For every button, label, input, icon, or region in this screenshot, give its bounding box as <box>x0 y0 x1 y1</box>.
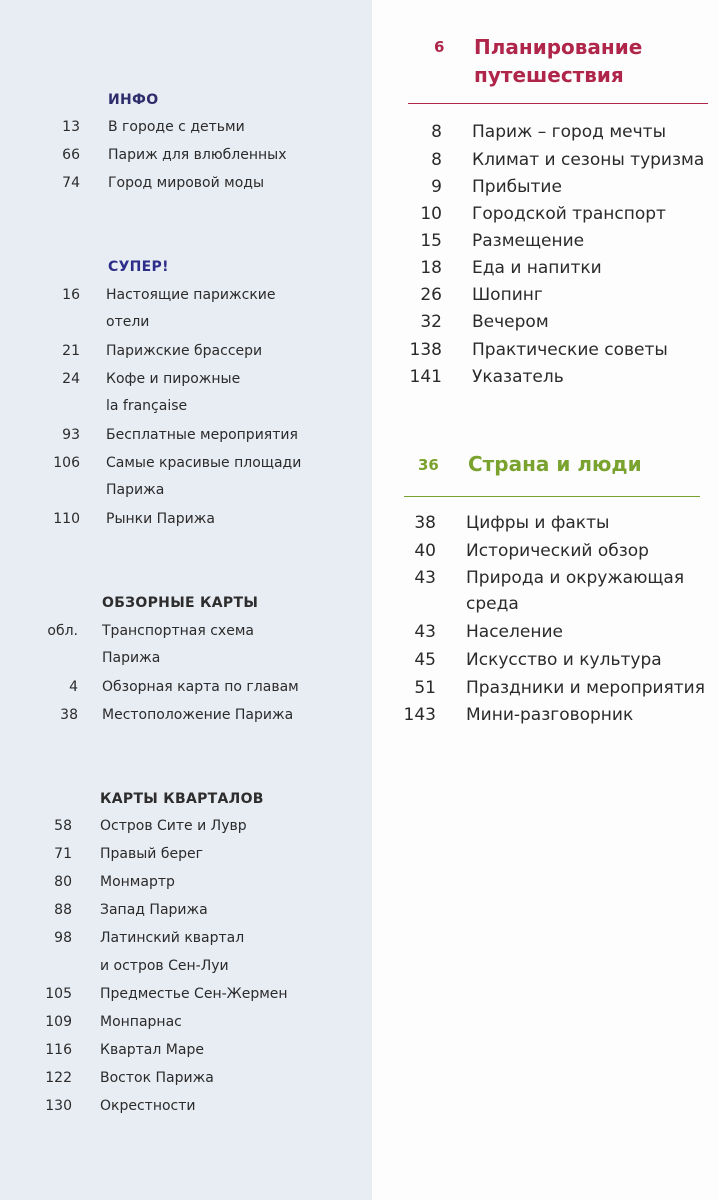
toc-entry-label-cont: la française <box>106 398 188 414</box>
toc-entry-label: Монмартр <box>100 874 175 890</box>
country-chapter-number: 36 <box>418 456 439 474</box>
toc-page-number: 13 <box>62 119 80 135</box>
toc-page-number: 106 <box>53 455 80 471</box>
toc-entry-label: Остров Сите и Лувр <box>100 818 247 834</box>
toc-entry-label: Искусство и культура <box>466 650 662 670</box>
toc-entry-label: Париж для влюбленных <box>108 147 287 163</box>
toc-page-number: 58 <box>54 818 72 834</box>
toc-page-number: 110 <box>53 511 80 527</box>
toc-entry-label: Парижские брассери <box>106 343 263 359</box>
country-divider <box>404 496 700 497</box>
toc-page-number: 8 <box>431 122 442 142</box>
toc-entry-label: Размещение <box>472 231 585 251</box>
toc-page-number: 38 <box>414 513 436 533</box>
toc-page-number: 21 <box>62 343 80 359</box>
toc-page-number: 71 <box>54 846 72 862</box>
toc-entry-label: Настоящие парижские <box>106 287 276 303</box>
toc-page-number: 4 <box>69 679 78 695</box>
toc-entry-label: Город мировой моды <box>108 175 265 191</box>
toc-entry-label: Предместье Сен-Жермен <box>100 986 288 1002</box>
toc-entry-label-cont: и остров Сен-Луи <box>100 958 229 974</box>
planning-chapter-number: 6 <box>434 38 445 56</box>
toc-entry-label: Мини-разговорник <box>466 705 634 725</box>
toc-page-number: 130 <box>45 1098 72 1114</box>
toc-page-number: 38 <box>60 707 78 723</box>
toc-page-number: 43 <box>414 622 436 642</box>
toc-page-number: 15 <box>420 231 442 251</box>
toc-page-number: 98 <box>54 930 72 946</box>
toc-page-number: 80 <box>54 874 72 890</box>
toc-entry-label: Население <box>466 622 563 642</box>
toc-entry-label: Транспортная схема <box>102 623 254 639</box>
toc-entry-label: Окрестности <box>100 1098 196 1114</box>
toc-entry-label: Шопинг <box>472 285 543 305</box>
toc-entry-label: Квартал Маре <box>100 1042 204 1058</box>
toc-entry-label: Кофе и пирожные <box>106 371 241 387</box>
toc-page-number: 32 <box>420 312 442 332</box>
toc-entry-label: Запад Парижа <box>100 902 208 918</box>
toc-page-number: 43 <box>414 568 436 588</box>
toc-entry-label: Городской транспорт <box>472 204 666 224</box>
toc-page-number: 45 <box>414 650 436 670</box>
toc-entry-label: Обзорная карта по главам <box>102 679 299 695</box>
toc-page-number: 9 <box>431 177 442 197</box>
toc-page-number: 26 <box>420 285 442 305</box>
toc-entry-label: Рынки Парижа <box>106 511 215 527</box>
toc-entry-label-cont: отели <box>106 314 150 330</box>
toc-page-number: 24 <box>62 371 80 387</box>
toc-page-number: 138 <box>409 340 442 360</box>
toc-page-number: 16 <box>62 287 80 303</box>
toc-entry-label: Местоположение Парижа <box>102 707 294 723</box>
toc-page-number: 74 <box>62 175 80 191</box>
toc-page-number: 18 <box>420 258 442 278</box>
toc-entry-label: Указатель <box>472 367 564 387</box>
toc-page-number: обл. <box>47 623 78 639</box>
toc-entry-label: Самые красивые площади <box>106 455 302 471</box>
toc-entry-label: Вечером <box>472 312 549 332</box>
toc-entry-label: Прибытие <box>472 177 562 197</box>
toc-page-number: 40 <box>414 541 436 561</box>
toc-page-number: 122 <box>45 1070 72 1086</box>
toc-page-number: 93 <box>62 427 80 443</box>
toc-page-number: 88 <box>54 902 72 918</box>
toc-page-number: 51 <box>414 678 436 698</box>
country-chapter-title: Страна и люди <box>468 452 642 476</box>
toc-entry-label: Восток Парижа <box>100 1070 214 1086</box>
toc-entry-label: Еда и напитки <box>472 258 602 278</box>
toc-page-number: 8 <box>431 150 442 170</box>
toc-page-number: 143 <box>403 705 436 725</box>
toc-entry-label: Исторический обзор <box>466 541 649 561</box>
toc-entry-label-cont: Парижа <box>102 650 161 666</box>
toc-entry-label: Монпарнас <box>100 1014 182 1030</box>
toc-page-number: 116 <box>45 1042 72 1058</box>
district-maps-title: КАРТЫ КВАРТАЛОВ <box>100 791 264 807</box>
toc-entry-label: Бесплатные мероприятия <box>106 427 298 443</box>
toc-entry-label: Цифры и факты <box>466 513 610 533</box>
toc-page-number: 141 <box>409 367 442 387</box>
planning-chapter-title-line2: путешествия <box>474 63 624 87</box>
toc-entry-label: В городе с детьми <box>108 119 245 135</box>
toc-page-number: 105 <box>45 986 72 1002</box>
super-section-title: СУПЕР! <box>108 259 169 275</box>
planning-chapter-title-line1: Планирование <box>474 35 643 59</box>
toc-page-number: 66 <box>62 147 80 163</box>
toc-entry-label: Правый берег <box>100 846 203 862</box>
toc-entry-label: Париж – город мечты <box>472 122 666 142</box>
toc-entry-label-cont: Парижа <box>106 482 165 498</box>
toc-entry-label: Климат и сезоны туризма <box>472 150 705 170</box>
planning-divider <box>408 103 708 104</box>
toc-entry-label: Латинский квартал <box>100 930 245 946</box>
overview-maps-title: ОБЗОРНЫЕ КАРТЫ <box>102 595 259 611</box>
toc-page-number: 109 <box>45 1014 72 1030</box>
toc-page-number: 10 <box>420 204 442 224</box>
toc-entry-label: Природа и окружающая <box>466 568 685 588</box>
toc-entry-label-cont: среда <box>466 594 519 614</box>
toc-entry-label: Практические советы <box>472 340 668 360</box>
info-section-title: ИНФО <box>108 92 159 108</box>
toc-entry-label: Праздники и мероприятия <box>466 678 705 698</box>
